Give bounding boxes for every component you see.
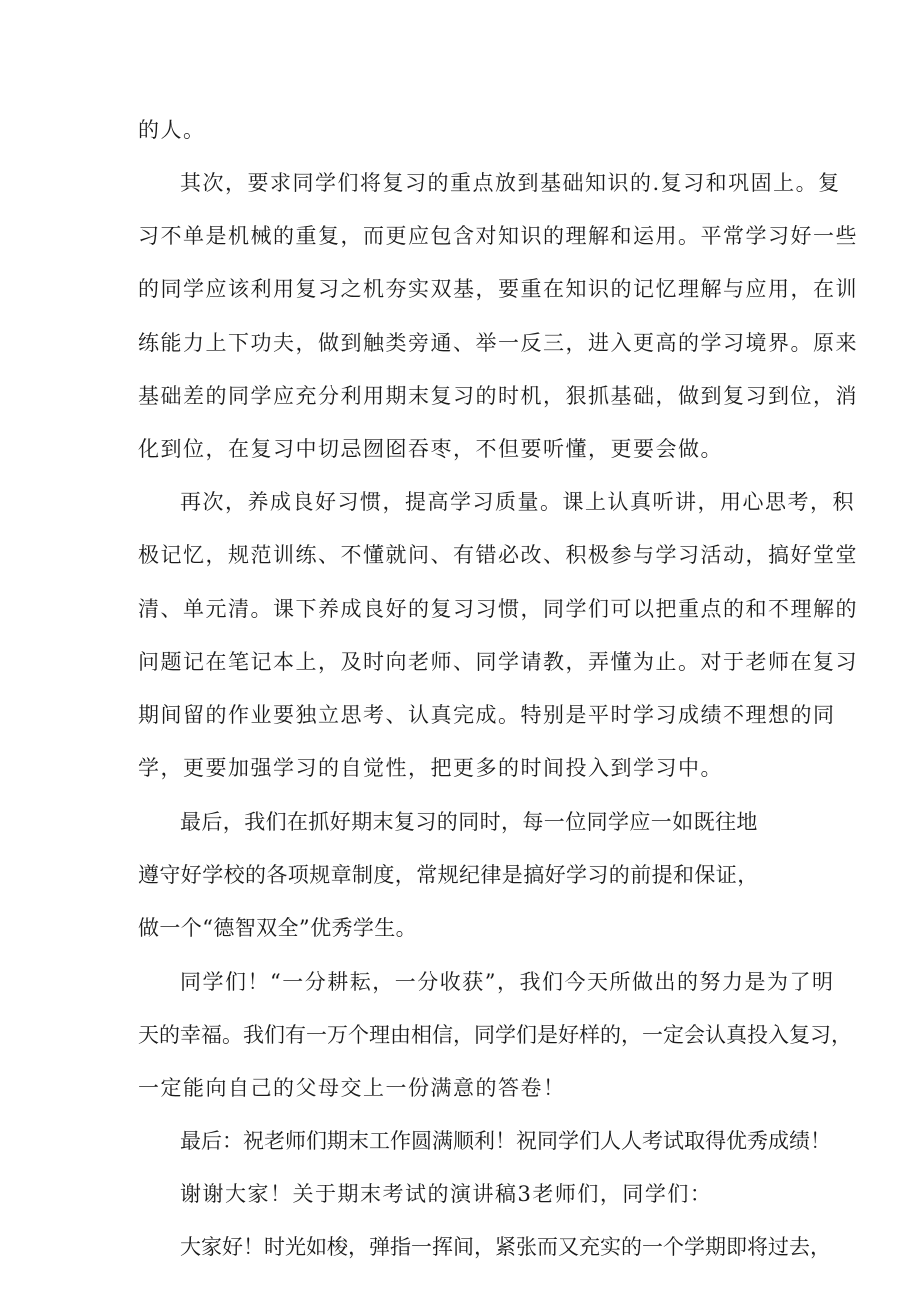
- text-line: 天的幸福。我们有一万个理由相信，同学们是好样的，一定会认真投入复习，: [138, 1023, 852, 1047]
- text-line: 习不单是机械的重复，而更应包含对知识的理解和运用。平常学习好一些: [138, 224, 858, 248]
- paragraph-start-line: 最后，我们在抓好期末复习的同时，每一位同学应一如既往地: [180, 810, 758, 834]
- paragraph-start-line: 其次，要求同学们将复习的重点放到基础知识的.复习和巩固上。复: [180, 171, 841, 195]
- text-line: 期间留的作业要独立思考、认真完成。特别是平时学习成绩不理想的同: [138, 703, 836, 727]
- text-line: 一定能向自己的父母交上一份满意的答卷！: [138, 1076, 566, 1100]
- text-line: 基础差的同学应充分利用期末复习的时机，狠抓基础，做到复习到位，消: [138, 384, 858, 408]
- paragraph-start-line: 谢谢大家！关于期末考试的演讲稿3老师们，同学们：: [180, 1182, 713, 1206]
- paragraph-start-line: 同学们！“一分耕耘，一分收获”，我们今天所做出的努力是为了明: [180, 970, 835, 994]
- text-line: 问题记在笔记本上，及时向老师、同学请教，弄懂为止。对于老师在复习: [138, 650, 858, 674]
- text-line: 化到位，在复习中切忌囫囵吞枣，不但要听懂，更要会做。: [138, 437, 723, 461]
- text-line: 做一个“德智双全”优秀学生。: [138, 916, 418, 940]
- paragraph-start-line: 最后：祝老师们期末工作圆满顺利！祝同学们人人考试取得优秀成绩！: [180, 1129, 831, 1153]
- paragraph-start-line: 再次，养成良好习惯，提高学习质量。课上认真听讲，用心思考，积: [180, 490, 855, 514]
- text-line: 清、单元清。课下养成良好的复习习惯，同学们可以把重点的和不理解的: [138, 597, 858, 621]
- text-line: 的同学应该利用复习之机夯实双基，要重在知识的记忆理解与应用，在训: [138, 277, 858, 301]
- text-line: 极记忆，规范训练、不懂就问、有错必改、积极参与学习活动，搞好堂堂: [138, 543, 858, 567]
- text-line: 学，更要加强学习的自觉性，把更多的时间投入到学习中。: [138, 756, 723, 780]
- paragraph-start-line: 大家好！时光如梭，弹指一挥间，紧张而又充实的一个学期即将过去，: [180, 1235, 831, 1259]
- text-line: 的人。: [138, 118, 206, 142]
- text-line: 遵守好学校的各项规章制度，常规纪律是搞好学习的前提和保证，: [138, 863, 759, 887]
- text-line: 练能力上下功夫，做到触类旁通、举一反三，进入更高的学习境界。原来: [138, 331, 858, 355]
